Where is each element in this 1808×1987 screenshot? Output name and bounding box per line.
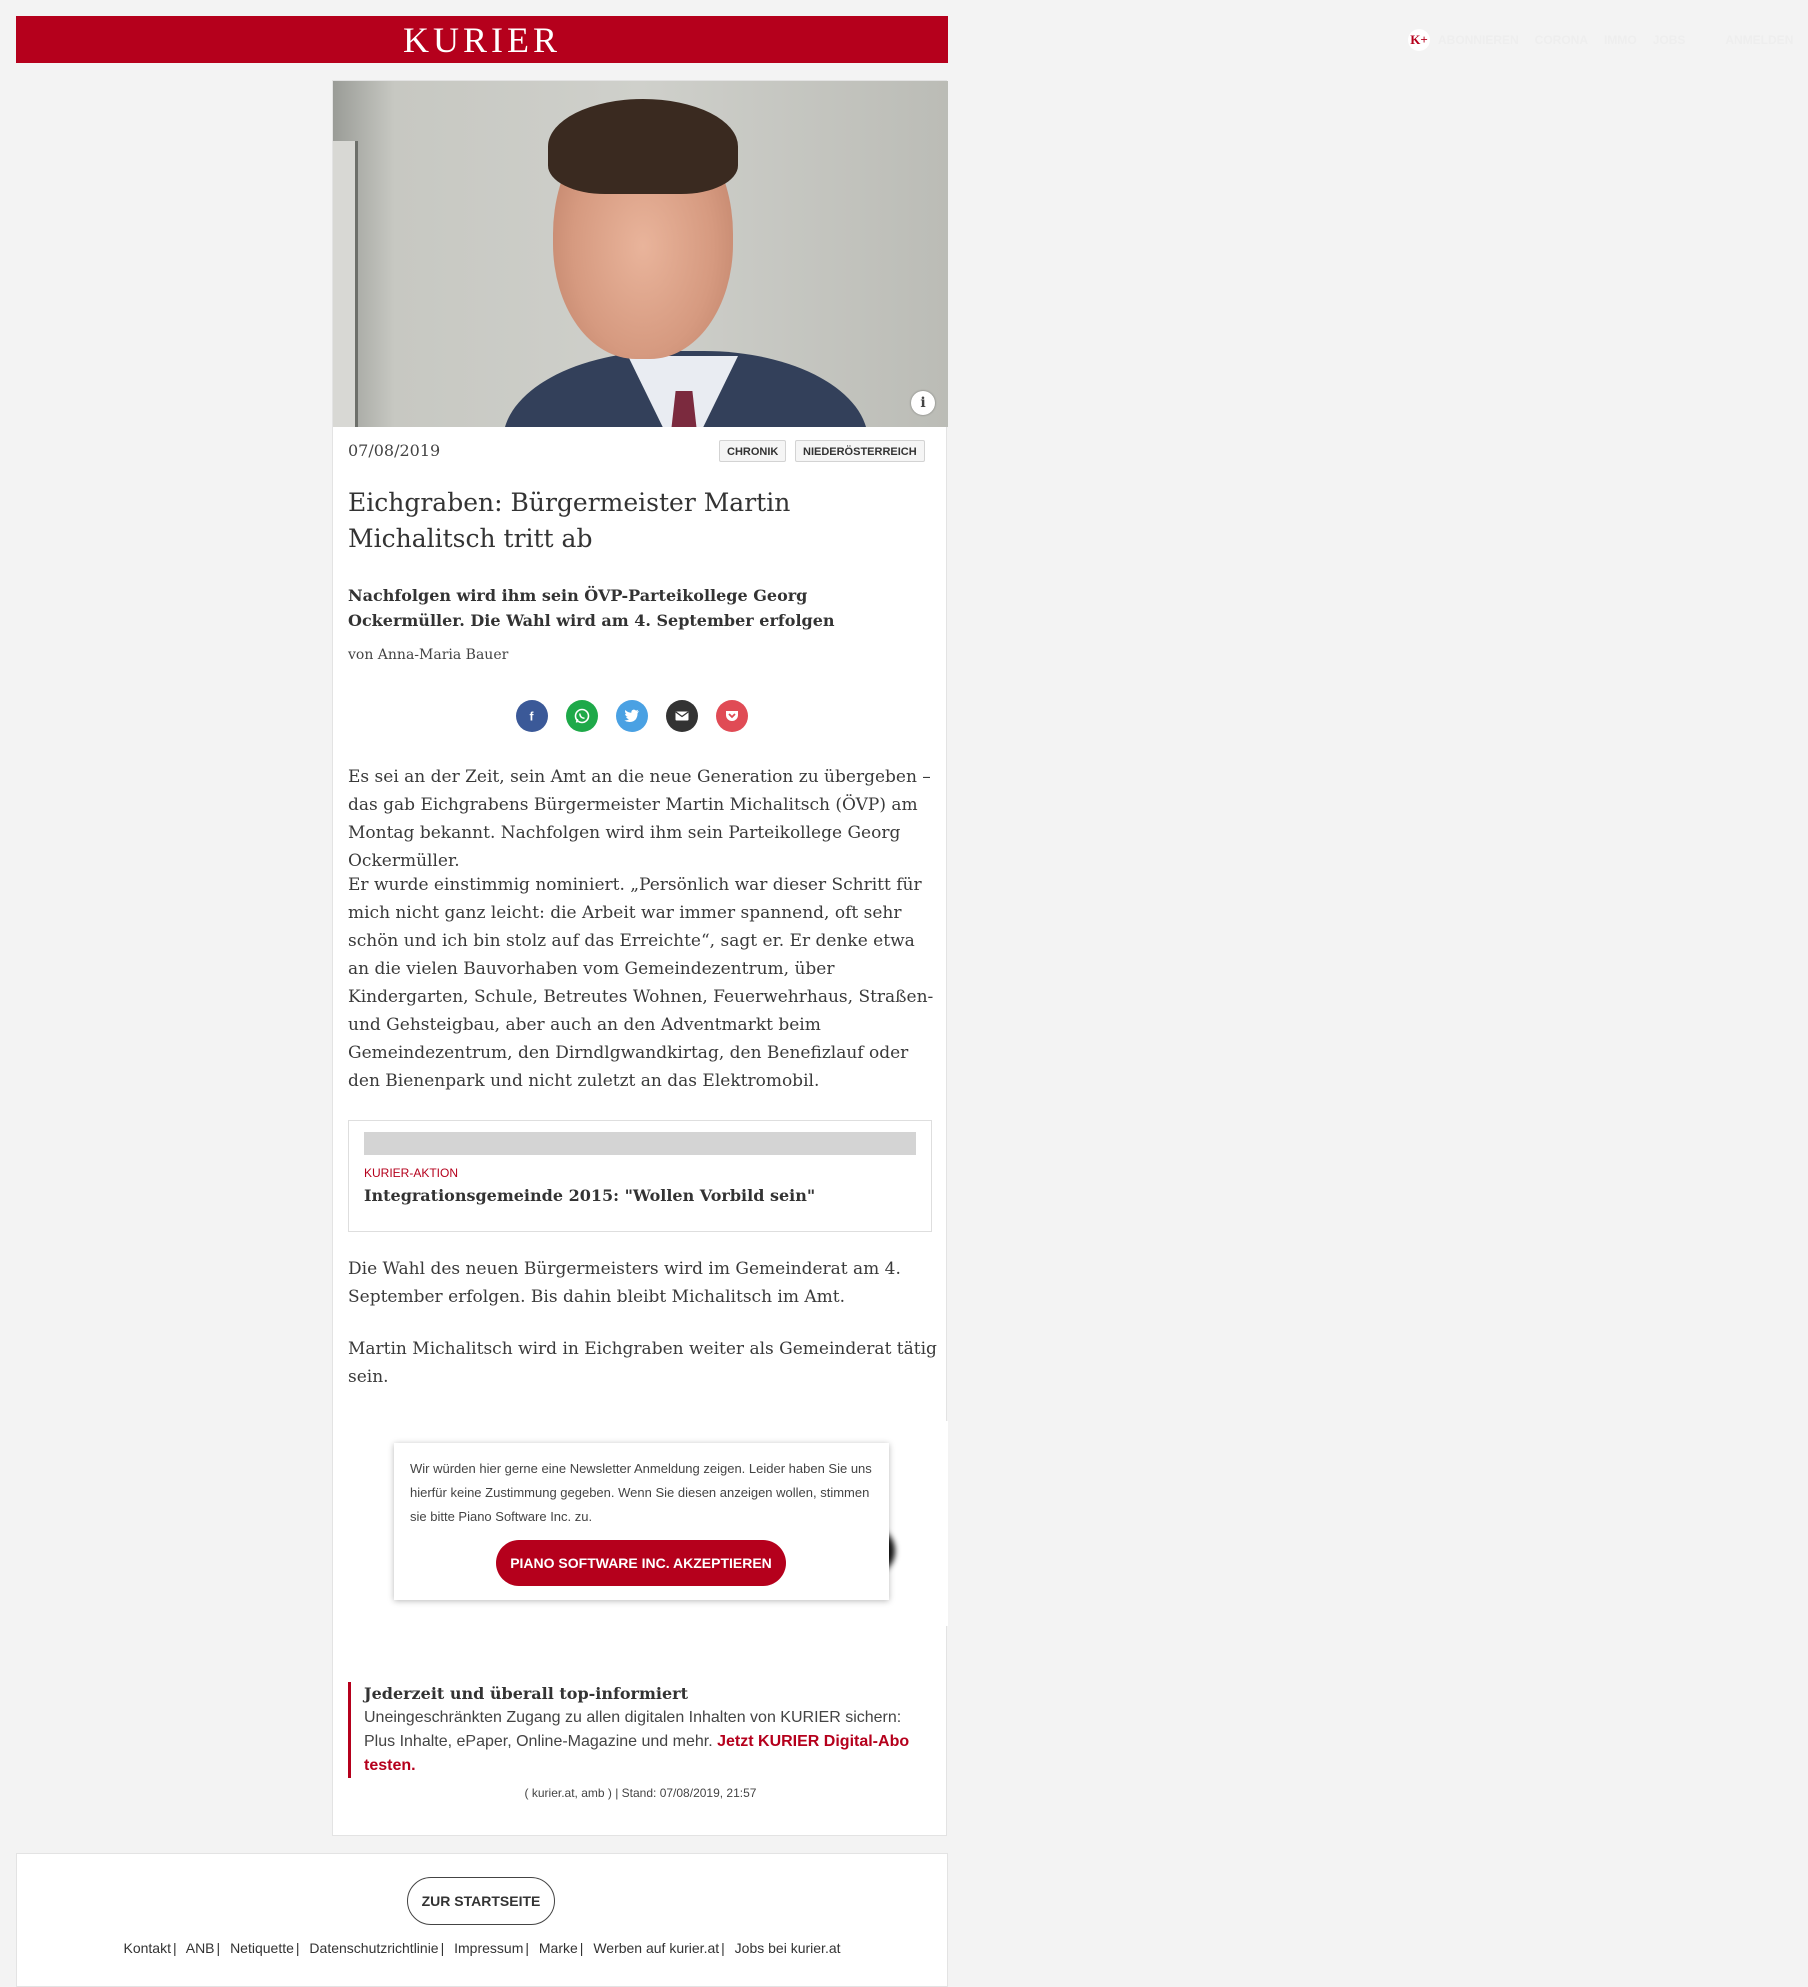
footer-link-jobs[interactable]: Jobs bei kurier.at [734,1940,841,1956]
svg-text:f: f [529,709,534,723]
site-footer [16,1853,948,1987]
teaser-kicker: KURIER-AKTION [364,1166,459,1180]
share-bar [516,700,748,732]
image-info-icon[interactable]: i [911,391,935,415]
footer-link-impressum[interactable]: Impressum [454,1940,524,1956]
nav-jobs[interactable]: JOBS [1652,33,1686,47]
article-lead: Nachfolgen wird ihm sein ÖVP-Parteikollege Georg Ockermüller. Die Wahl wird am 4. September erfolgen [348,586,835,630]
footer-link-anb[interactable]: ANB [185,1940,215,1956]
hero-image [333,81,948,427]
article-paragraph: Es sei an der Zeit, sein Amt an die neue Generation zu übergeben – das gab Eichgrabens Bürgermeister Martin Michalitsch (ÖVP) am Montag bekannt. Nachfolgen wird ihm sein Parteikollege Georg Ockermüller. [348,767,931,871]
accept-piano-button[interactable]: PIANO SOFTWARE INC. AKZEPTIEREN [496,1540,786,1586]
subscription-promo [348,1682,930,1778]
tag-niederoesterreich[interactable]: NIEDERÖSTERREICH [795,440,925,462]
consent-dialog [394,1443,889,1600]
whatsapp-icon[interactable] [566,700,598,732]
consent-text: Wir würden hier gerne eine Newsletter Anmeldung zeigen. Leider haben Sie uns hierfür keine Zustimmung gegeben. Wenn Sie diesen anzeigen wollen, stimmen sie bitte Piano Software Inc. zu. [410,1461,872,1524]
article-card [332,80,947,1836]
related-article-teaser[interactable] [348,1120,932,1232]
twitter-icon[interactable] [616,700,648,732]
top-navigation [1408,30,1793,50]
article-author: von Anna-Maria Bauer [348,647,509,663]
article-source: ( kurier.at, amb ) | Stand: 07/08/2019, 21:57 [524,1786,757,1800]
home-button[interactable]: ZUR STARTSEITE [407,1877,555,1925]
site-header [16,16,948,63]
newsletter-consent-area [333,1421,948,1626]
nav-immo[interactable]: IMMO [1604,33,1637,47]
footer-link-kontakt[interactable]: Kontakt [123,1940,171,1956]
pocket-icon[interactable] [716,700,748,732]
promo-title: Jederzeit und überall top-informiert [364,1684,688,1703]
teaser-image [364,1132,916,1155]
nav-abonnieren[interactable]: ABONNIEREN [1438,33,1519,47]
footer-link-marke[interactable]: Marke [538,1940,578,1956]
article-paragraph: Die Wahl des neuen Bürgermeisters wird im Gemeinderat am 4. September erfolgen. Bis dahin bleibt Michalitsch im Amt. [348,1259,901,1307]
tag-chronik[interactable]: CHRONIK [719,440,786,462]
kplus-icon[interactable]: K+ [1408,29,1430,51]
kurier-logo[interactable]: KURIER [403,20,561,60]
footer-link-datenschutz[interactable]: Datenschutzrichtlinie [309,1940,439,1956]
digital-abo-link[interactable]: Jetzt KURIER Digital-Abo testen. [364,1733,910,1774]
article-paragraph: Er wurde einstimmig nominiert. „Persönlich war dieser Schritt für mich nicht ganz leicht: die Arbeit war immer spannend, oft sehr schön und ich bin stolz auf das Erreichte“, sagt er. Er denke etwa an die vielen Bauvorhaben vom Gemeindezentrum, über Kindergarten, Schule, Betreutes Wohnen, Feuerwehrhaus, Straßen- und Gehsteigbau, aber auch an den Adventmarkt beim Gemeindezentrum, den Dirndlgwandkirtag, den Benefizlauf oder den Bienenpark und nicht zuletzt an das Elektromobil. [348,875,934,1091]
article-date: 07/08/2019 [348,441,441,460]
footer-links: Kontakt | ANB | Netiquette | Datenschutzrichtlinie | Impressum | Marke | Werben auf kurier.at | Jobs bei kurier.at [123,1940,841,1956]
login-link[interactable]: ANMELDEN [1725,33,1794,47]
nav-corona[interactable]: CORONA [1534,33,1589,47]
promo-text: Uneingeschränkten Zugang zu allen digitalen Inhalten von KURIER sichern: Plus Inhalte, ePaper, Online-Magazine und mehr. [364,1709,902,1750]
footer-link-werben[interactable]: Werben auf kurier.at [593,1940,720,1956]
teaser-title[interactable]: Integrationsgemeinde 2015: "Wollen Vorbild sein" [364,1186,816,1205]
article-title: Eichgraben: Bürgermeister Martin Michalitsch tritt ab [348,488,791,553]
email-icon[interactable] [666,700,698,732]
facebook-icon[interactable] [516,700,548,732]
footer-link-netiquette[interactable]: Netiquette [230,1940,294,1956]
article-paragraph: Martin Michalitsch wird in Eichgraben weiter als Gemeinderat tätig sein. [348,1339,937,1387]
